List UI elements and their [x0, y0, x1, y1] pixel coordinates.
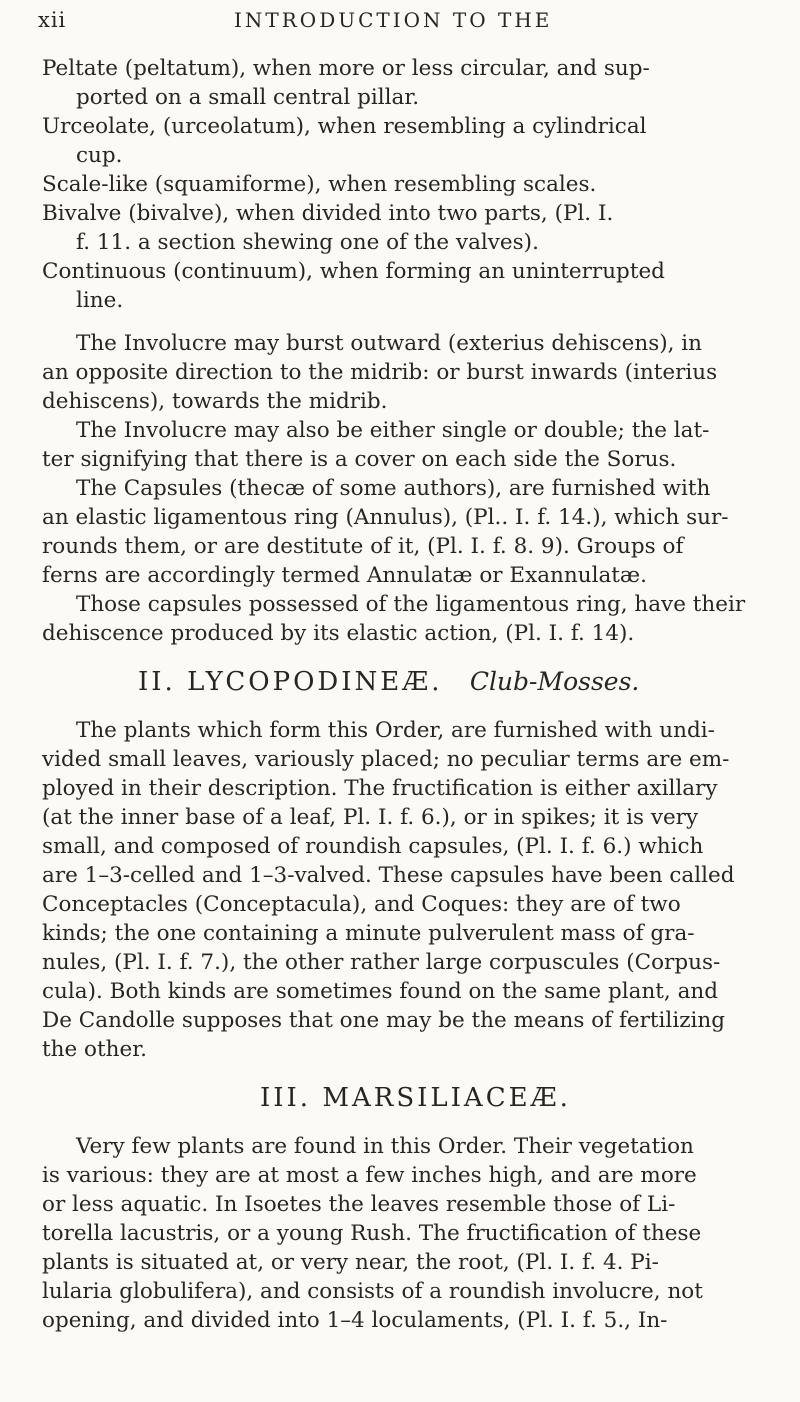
running-head-title: INTRODUCTION TO THE	[234, 8, 553, 32]
text-line: kinds; the one containing a minute pulverulent mass of gra-	[42, 921, 695, 946]
text-line: (at the inner base of a leaf, Pl. I. f. 6.), or in spikes; it is very	[42, 805, 699, 830]
spacer	[42, 315, 722, 329]
paragraph-urceolate	[42, 112, 722, 170]
text-line: Continuous (continuum), when forming an uninterrupted	[42, 259, 665, 284]
text-line: dehiscence produced by its elastic action, (Pl. I. f. 14).	[42, 621, 635, 646]
text-line: torella lacustris, or a young Rush. The fructification of these	[42, 1221, 702, 1246]
paragraph-continuous	[42, 257, 722, 315]
paragraph-dehiscence	[42, 590, 746, 648]
text-line: cula). Both kinds are sometimes found on the same plant, and	[42, 979, 719, 1004]
section-numeral: III.	[260, 1083, 312, 1113]
text-line: f. 11. a section shewing one of the valves).	[76, 230, 539, 255]
spacer	[42, 648, 722, 662]
text-line: Those capsules possessed of the ligamentous ring, have their	[76, 592, 746, 617]
paragraph-involucre-single-double	[42, 416, 722, 474]
text-line: Bivalve (bivalve), when divided into two parts, (Pl. I.	[42, 201, 614, 226]
text-line: Very few plants are found in this Order. Their vegetation	[76, 1134, 694, 1159]
text-line: Peltate (peltatum), when more or less circular, and sup-	[42, 56, 650, 81]
text-line: nules, (Pl. I. f. 7.), the other rather large corpuscules (Corpus-	[42, 950, 721, 975]
text-line: ployed in their description. The fructification is either axillary	[42, 776, 718, 801]
text-line: an elastic ligamentous ring (Annulus), (Pl.. I. f. 14.), which sur-	[42, 505, 729, 530]
section-common-name: Club-Mosses.	[469, 667, 640, 696]
running-head	[38, 8, 758, 38]
text-line: ferns are accordingly termed Annulatæ or Exannulatæ.	[42, 563, 647, 588]
paragraph-capsules	[42, 474, 729, 590]
paragraph-peltate	[42, 54, 722, 112]
text-line: The Capsules (thecæ of some authors), are furnished with	[76, 476, 711, 501]
spacer	[42, 1118, 722, 1132]
text-line: lularia globulifera), and consists of a roundish involucre, not	[42, 1279, 703, 1304]
section-heading-lycopodineae	[42, 662, 722, 702]
text-line: or less aquatic. In Isoetes the leaves resemble those of Li-	[42, 1192, 676, 1217]
paragraph-scale-like	[42, 170, 722, 199]
text-line: rounds them, or are destitute of it, (Pl. I. f. 8. 9). Groups of	[42, 534, 684, 559]
section-name: MARSILIACEÆ.	[322, 1083, 571, 1113]
text-line: ported on a small central pillar.	[76, 85, 420, 110]
text-line: De Candolle supposes that one may be the means of fertilizing	[42, 1008, 726, 1033]
text-line: line.	[76, 288, 124, 313]
text-line: is various: they are at most a few inches high, and are more	[42, 1163, 697, 1188]
section-body-lycopodineae	[42, 716, 735, 1064]
section-numeral: II.	[138, 667, 176, 697]
text-line: ter signifying that there is a cover on each side the Sorus.	[42, 447, 677, 472]
text-line: opening, and divided into 1–4 loculaments, (Pl. I. f. 5., In-	[42, 1308, 668, 1333]
text-line: dehiscens), towards the midrib.	[42, 389, 388, 414]
text-line: cup.	[76, 143, 123, 168]
text-line: vided small leaves, variously placed; no peculiar terms are em-	[42, 747, 730, 772]
text-line: The Involucre may burst outward (exterius dehiscens), in	[76, 331, 703, 356]
spacer	[42, 702, 722, 716]
text-line: are 1–3-celled and 1–3-valved. These capsules have been called	[42, 863, 735, 888]
text-line: the other.	[42, 1037, 147, 1062]
section-heading-marsiliaceae	[42, 1078, 722, 1118]
section-name: LYCOPODINEÆ.	[187, 667, 443, 697]
text-line: Scale-like (squamiforme), when resembling scales.	[42, 172, 597, 197]
spacer	[42, 1064, 722, 1078]
text-line: plants is situated at, or very near, the root, (Pl. I. f. 4. Pi-	[42, 1250, 659, 1275]
text-line: Conceptacles (Conceptacula), and Coques: they are of two	[42, 892, 681, 917]
paragraph-bivalve	[42, 199, 722, 257]
paragraph-involucre-burst	[42, 329, 722, 416]
text-line: small, and composed of roundish capsules, (Pl. I. f. 6.) which	[42, 834, 704, 859]
text-line: The plants which form this Order, are furnished with undi-	[76, 718, 715, 743]
section-body-marsiliaceae	[42, 1132, 722, 1335]
text-line: an opposite direction to the midrib: or burst inwards (interius	[42, 360, 718, 385]
page-number: xii	[38, 8, 67, 32]
text-line: The Involucre may also be either single or double; the lat-	[76, 418, 710, 443]
page-body	[42, 54, 746, 1335]
text-line: Urceolate, (urceolatum), when resembling a cylindrical	[42, 114, 647, 139]
